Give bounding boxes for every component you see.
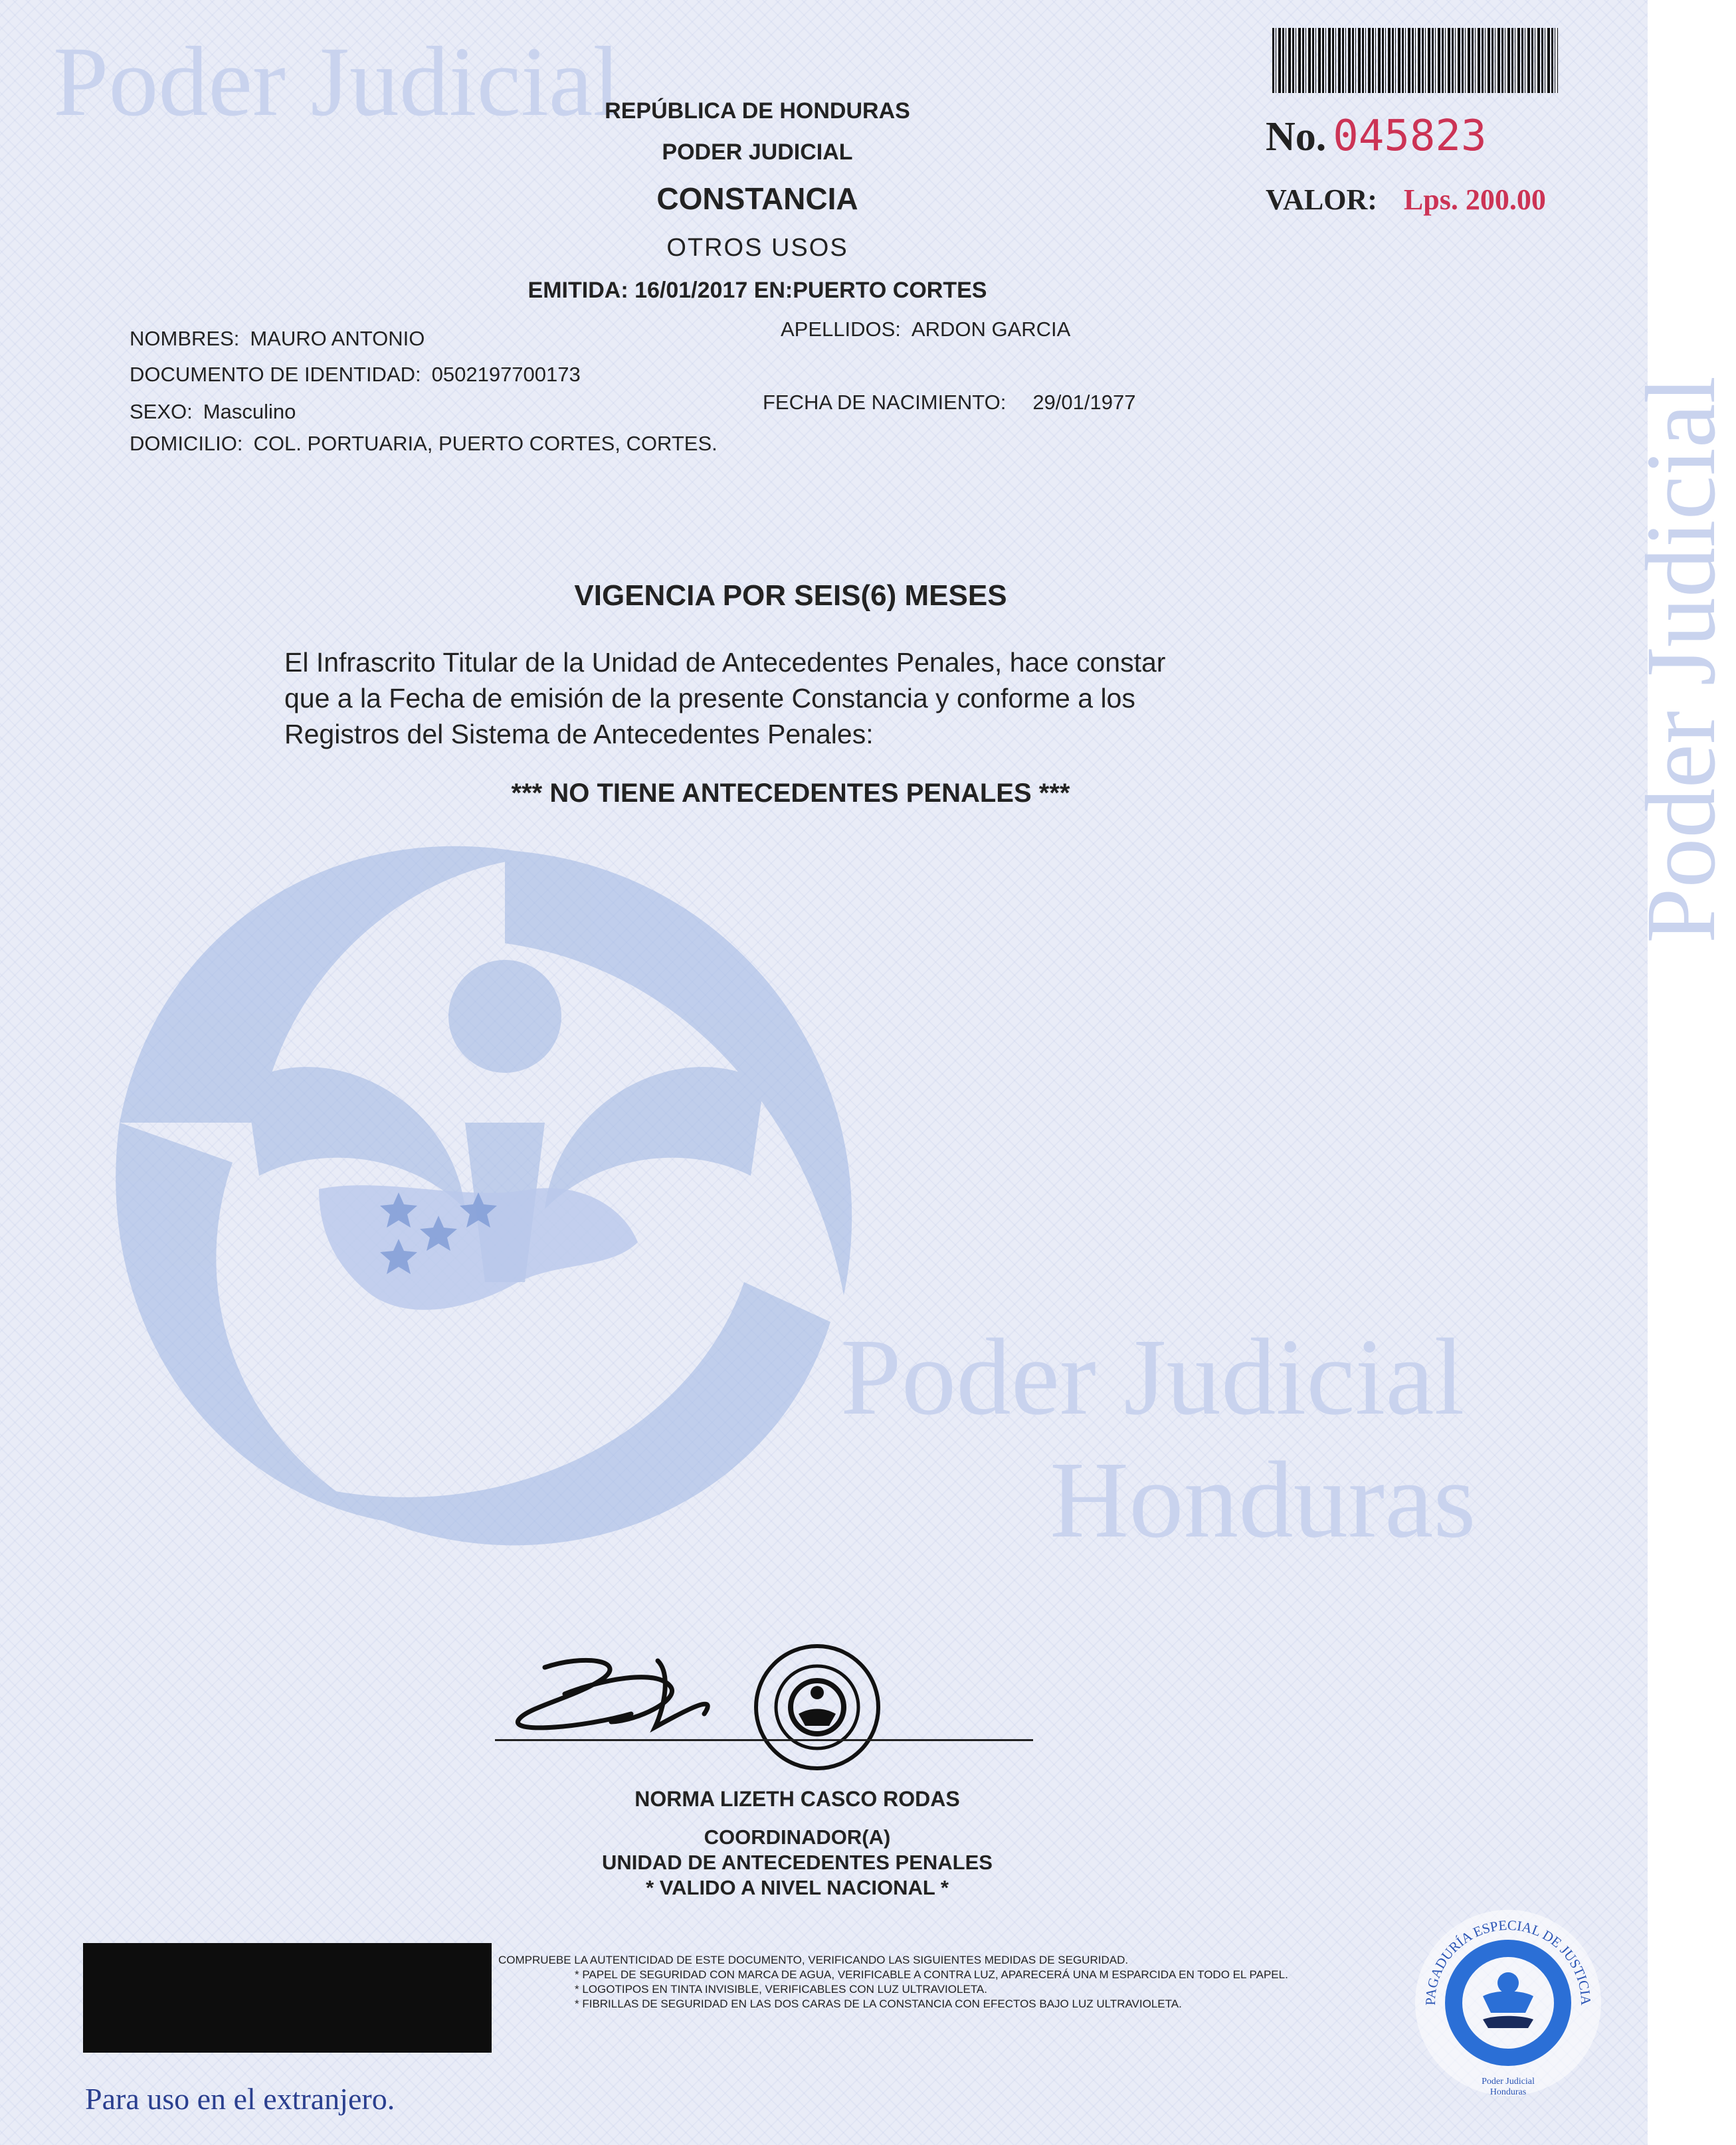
- nombres-label: NOMBRES:: [130, 327, 240, 350]
- serial-value: 045823: [1333, 112, 1487, 161]
- result-statement: *** NO TIENE ANTECEDENTES PENALES ***: [511, 779, 1070, 808]
- vigencia-heading: VIGENCIA POR SEIS(6) MESES: [574, 579, 1007, 612]
- watermark-top-left: Poder Judicial: [53, 27, 621, 137]
- body-line-1: El Infrascrito Titular de la Unidad de Antecedentes Penales, hace constar: [284, 647, 1166, 678]
- body-line-2: que a la Fecha de emisión de la presente Constancia y conforme a los: [284, 683, 1135, 713]
- footer-note: Para uso en el extranjero.: [85, 2082, 395, 2116]
- header-issued: EMITIDA: 16/01/2017 EN:PUERTO CORTES: [528, 278, 987, 303]
- redacted-block: [83, 1943, 492, 2053]
- pagaduria-seal: [1408, 1903, 1608, 2102]
- header-institution: PODER JUDICIAL: [662, 140, 853, 165]
- field-domicilio: [130, 432, 718, 456]
- official-stamp: [751, 1641, 884, 1774]
- body-line-3: Registros del Sistema de Antecedentes Penales:: [284, 719, 874, 749]
- watermark-right-vertical: Poder Judicial: [1626, 375, 1736, 943]
- seal-caption-1: Poder Judicial: [1482, 2077, 1535, 2087]
- field-apellidos: [781, 318, 1070, 341]
- serial-label: No.: [1266, 114, 1327, 159]
- watermark-lower-line1: Poder Judicial: [840, 1316, 1465, 1438]
- apellidos-label: APELLIDOS:: [781, 318, 901, 341]
- barcode: [1272, 28, 1558, 93]
- field-sexo: [130, 400, 296, 424]
- header-country: REPÚBLICA DE HONDURAS: [605, 98, 910, 124]
- header-doc-type: CONSTANCIA: [656, 181, 858, 216]
- nombres-value: MAURO ANTONIO: [250, 327, 425, 350]
- watermark-lower-line2: Honduras: [1050, 1439, 1476, 1560]
- field-nacimiento: [763, 391, 1135, 415]
- domicilio-value: COL. PORTUARIA, PUERTO CORTES, CORTES.: [253, 432, 718, 455]
- security-item: * LOGOTIPOS EN TINTA INVISIBLE, VERIFICABLES CON LUZ ULTRAVIOLETA.: [575, 1983, 987, 1996]
- nacimiento-label: FECHA DE NACIMIENTO:: [763, 391, 1007, 414]
- seal-ring-text: PAGADURÍA ESPECIAL DE JUSTICIA: [1422, 1916, 1594, 2006]
- documento-label: DOCUMENTO DE IDENTIDAD:: [130, 363, 421, 386]
- sexo-label: SEXO:: [130, 400, 193, 423]
- header-purpose: OTROS USOS: [666, 234, 848, 262]
- security-notes: [498, 1953, 1288, 2011]
- security-intro: COMPRUEBE LA AUTENTICIDAD DE ESTE DOCUMENTO, VERIFICANDO LAS SIGUIENTES MEDIDAS DE SEGURIDAD.: [498, 1954, 1129, 1966]
- valor-label: VALOR:: [1266, 183, 1377, 216]
- signatory-unit: UNIDAD DE ANTECEDENTES PENALES: [602, 1851, 993, 1874]
- validity-note: * VALIDO A NIVEL NACIONAL *: [646, 1876, 949, 1899]
- signature: [505, 1647, 731, 1747]
- certification-text: [284, 644, 1347, 752]
- seal-caption-2: Honduras: [1490, 2087, 1527, 2097]
- domicilio-label: DOMICILIO:: [130, 432, 243, 455]
- apellidos-value: ARDON GARCIA: [911, 318, 1071, 341]
- judicial-emblem-watermark: [40, 751, 943, 1588]
- sexo-value: Masculino: [203, 400, 296, 423]
- security-item: * PAPEL DE SEGURIDAD CON MARCA DE AGUA, VERIFICABLE A CONTRA LUZ, APARECERÁ UNA M ESPARCIDA EN TODO EL PAPEL.: [575, 1968, 1288, 1981]
- valor-amount: Lps. 200.00: [1403, 183, 1546, 216]
- field-nombres: [130, 327, 425, 351]
- signatory-title: COORDINADOR(A): [704, 1825, 891, 1849]
- nacimiento-value: 29/01/1977: [1032, 391, 1136, 414]
- documento-value: 0502197700173: [431, 363, 581, 386]
- signature-line: [495, 1739, 1033, 1741]
- security-item: * FIBRILLAS DE SEGURIDAD EN LAS DOS CARAS DE LA CONSTANCIA CON EFECTOS BAJO LUZ ULTRAVIOLETA.: [575, 1998, 1182, 2010]
- field-documento: [130, 363, 581, 387]
- signatory-name: NORMA LIZETH CASCO RODAS: [634, 1787, 960, 1811]
